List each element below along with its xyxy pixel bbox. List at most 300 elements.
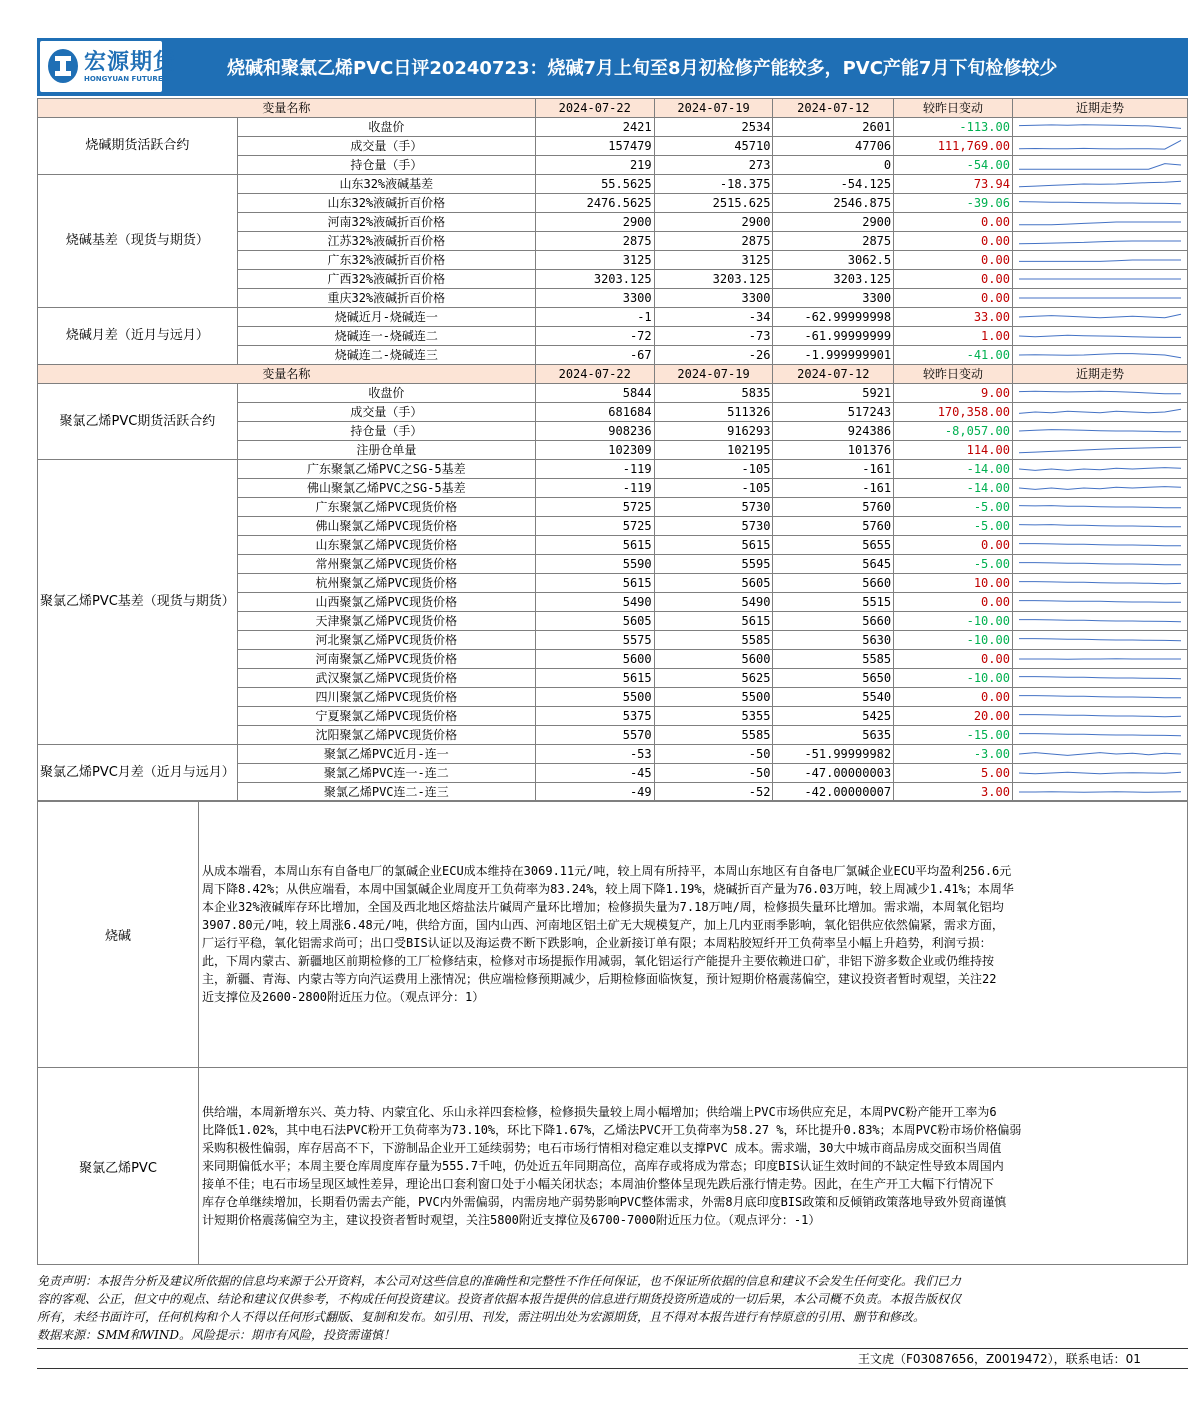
- commentary-label: 烧碱: [38, 801, 199, 1068]
- trend-line: [1019, 563, 1181, 565]
- value-2024-07-22: 5615: [535, 669, 654, 688]
- variable-name: 四川聚氯乙烯PVC现货价格: [237, 688, 535, 707]
- trend-sparkline: [1015, 441, 1185, 459]
- trend-cell: [1012, 156, 1187, 175]
- value-2024-07-19: 5835: [654, 384, 773, 403]
- trend-sparkline: [1015, 175, 1185, 193]
- trend-sparkline: [1015, 574, 1185, 592]
- value-2024-07-12: 2601: [773, 118, 894, 137]
- trend-cell: [1012, 384, 1187, 403]
- value-2024-07-12: 5760: [773, 498, 894, 517]
- trend-line: [1019, 792, 1181, 793]
- value-2024-07-22: 2900: [535, 213, 654, 232]
- trend-sparkline: [1015, 631, 1185, 649]
- company-logo: [40, 41, 177, 92]
- variable-name: 广西32%液碱折百价格: [237, 270, 535, 289]
- value-2024-07-12: 5585: [773, 650, 894, 669]
- commentary-label: 聚氯乙烯PVC: [38, 1068, 199, 1265]
- value-2024-07-19: -26: [654, 346, 773, 365]
- logo-mark-icon: [46, 47, 80, 85]
- trend-cell: [1012, 631, 1187, 650]
- trend-line: [1019, 525, 1181, 527]
- value-2024-07-22: 2476.5625: [535, 194, 654, 213]
- daily-change: -54.00: [894, 156, 1013, 175]
- daily-change: -5.00: [894, 555, 1013, 574]
- disclaimer-line: 所有，未经书面许可，任何机构和个人不得以任何形式翻版、复制和发布。如引用、刊发，需注明出处为宏源期货，且不得对本报告进行有悖原意的引用、删节和修改。: [37, 1310, 926, 1324]
- value-2024-07-19: 5605: [654, 574, 773, 593]
- column-header: 2024-07-22: [535, 365, 654, 384]
- column-header: 变量名称: [38, 365, 536, 384]
- trend-cell: [1012, 194, 1187, 213]
- trend-sparkline: [1015, 726, 1185, 744]
- trend-sparkline: [1015, 346, 1185, 364]
- commentary-cell: [199, 801, 1188, 1068]
- daily-change: 0.00: [894, 270, 1013, 289]
- value-2024-07-19: 5595: [654, 555, 773, 574]
- value-2024-07-22: 681684: [535, 403, 654, 422]
- value-2024-07-12: 3300: [773, 289, 894, 308]
- variable-name: 成交量（手）: [237, 137, 535, 156]
- trend-line: [1019, 772, 1181, 773]
- trend-line: [1019, 620, 1181, 622]
- daily-change: -10.00: [894, 669, 1013, 688]
- commentary-table: [37, 800, 1188, 1265]
- trend-line: [1019, 468, 1181, 471]
- trend-line: [1019, 202, 1181, 204]
- value-2024-07-22: 3125: [535, 251, 654, 270]
- value-2024-07-19: 2875: [654, 232, 773, 251]
- trend-cell: [1012, 346, 1187, 365]
- variable-name: 宁夏聚氯乙烯PVC现货价格: [237, 707, 535, 726]
- commentary-line: 来同期偏低水平；本周主要仓库周度库存量为555.7千吨，仍处近五年同期高位，高库存或将成为常态；印度BIS认证生效时间的不缺定性导致本周国内: [202, 1159, 1004, 1173]
- value-2024-07-19: -34: [654, 308, 773, 327]
- commentary-line: 接单不佳；电石市场呈现区域性差异，理论出口套利窗口处于小幅关闭状态；本周油价整体呈现先跌后涨行情走势。因此，在生产开工大幅下行情况下: [202, 1177, 995, 1191]
- value-2024-07-12: -62.99999998: [773, 308, 894, 327]
- trend-sparkline: [1015, 555, 1185, 573]
- daily-change: 20.00: [894, 707, 1013, 726]
- trend-cell: [1012, 232, 1187, 251]
- trend-sparkline: [1015, 118, 1185, 136]
- value-2024-07-19: -50: [654, 745, 773, 764]
- commentary-line: 采购积极性偏弱，库存居高不下，下游制品企业开工延续弱势；电石市场行情相对稳定难以支撑PVC 成本。需求端，30大中城市商品房成交面积当周值: [202, 1141, 1002, 1155]
- daily-change: -39.06: [894, 194, 1013, 213]
- daily-change: 0.00: [894, 289, 1013, 308]
- disclaimer-line: 容的客观、公正，但文中的观点、结论和建议仅供参考，不构成任何投资建议。投资者依据本报告提供的信息进行期货投资所造成的一切后果，本公司概不负责。本报告版权仅: [37, 1292, 962, 1306]
- trend-cell: [1012, 555, 1187, 574]
- trend-cell: [1012, 707, 1187, 726]
- trend-cell: [1012, 422, 1187, 441]
- daily-change: 114.00: [894, 441, 1013, 460]
- divider: [37, 1368, 1188, 1369]
- daily-change: -8,057.00: [894, 422, 1013, 441]
- value-2024-07-19: -105: [654, 479, 773, 498]
- value-2024-07-19: 3203.125: [654, 270, 773, 289]
- value-2024-07-19: 5730: [654, 517, 773, 536]
- value-2024-07-12: -161: [773, 460, 894, 479]
- value-2024-07-12: 5540: [773, 688, 894, 707]
- trend-cell: [1012, 764, 1187, 783]
- value-2024-07-19: 273: [654, 156, 773, 175]
- value-2024-07-22: 5490: [535, 593, 654, 612]
- trend-cell: [1012, 403, 1187, 422]
- value-2024-07-12: 5635: [773, 726, 894, 745]
- trend-sparkline: [1015, 194, 1185, 212]
- trend-line: [1019, 582, 1181, 584]
- value-2024-07-22: 219: [535, 156, 654, 175]
- value-2024-07-12: 5655: [773, 536, 894, 555]
- group-label: 烧碱月差（近月与远月）: [38, 308, 238, 365]
- trend-line: [1019, 639, 1181, 641]
- daily-change: 9.00: [894, 384, 1013, 403]
- value-2024-07-19: 2900: [654, 213, 773, 232]
- column-header: 2024-07-22: [535, 99, 654, 118]
- value-2024-07-12: 0: [773, 156, 894, 175]
- variable-name: 成交量（手）: [237, 403, 535, 422]
- trend-sparkline: [1015, 308, 1185, 326]
- trend-line: [1019, 659, 1181, 660]
- trend-sparkline: [1015, 517, 1185, 535]
- value-2024-07-19: -105: [654, 460, 773, 479]
- column-header: 较昨日变动: [894, 365, 1013, 384]
- daily-change: -5.00: [894, 517, 1013, 536]
- group-label: 聚氯乙烯PVC月差（近月与远月）: [38, 745, 238, 802]
- value-2024-07-22: -119: [535, 460, 654, 479]
- commentary-line: 库存仓单继续增加，长期看仍需去产能，PVC内外需偏弱，内需房地产弱势影响PVC整体需求，外需8月底印度BIS政策和反倾销政策落地导致外贸商谨慎: [202, 1195, 1007, 1209]
- value-2024-07-22: -45: [535, 764, 654, 783]
- trend-line: [1019, 391, 1181, 393]
- value-2024-07-22: 5575: [535, 631, 654, 650]
- trend-cell: [1012, 270, 1187, 289]
- value-2024-07-19: -52: [654, 783, 773, 802]
- trend-sparkline: [1015, 707, 1185, 725]
- trend-cell: [1012, 498, 1187, 517]
- trend-sparkline: [1015, 745, 1185, 763]
- value-2024-07-22: 55.5625: [535, 175, 654, 194]
- daily-change: -113.00: [894, 118, 1013, 137]
- trend-sparkline: [1015, 270, 1185, 288]
- variable-name: 沈阳聚氯乙烯PVC现货价格: [237, 726, 535, 745]
- daily-change: -10.00: [894, 631, 1013, 650]
- value-2024-07-19: 511326: [654, 403, 773, 422]
- value-2024-07-19: 916293: [654, 422, 773, 441]
- trend-sparkline: [1015, 327, 1185, 345]
- value-2024-07-12: 3203.125: [773, 270, 894, 289]
- value-2024-07-12: 5645: [773, 555, 894, 574]
- value-2024-07-19: 102195: [654, 441, 773, 460]
- commentary-cell: [199, 1068, 1188, 1265]
- trend-line: [1019, 506, 1181, 508]
- daily-change: -14.00: [894, 479, 1013, 498]
- value-2024-07-12: 5630: [773, 631, 894, 650]
- value-2024-07-12: 517243: [773, 403, 894, 422]
- value-2024-07-19: 5625: [654, 669, 773, 688]
- value-2024-07-22: 5725: [535, 498, 654, 517]
- disclaimer-line: 免责声明：本报告分析及建议所依据的信息均来源于公开资料，本公司对这些信息的准确性和完整性不作任何保证，也不保证所依据的信息和建议不会发生任何变化。我们已力: [37, 1274, 962, 1288]
- value-2024-07-12: -161: [773, 479, 894, 498]
- value-2024-07-12: 101376: [773, 441, 894, 460]
- daily-change: 33.00: [894, 308, 1013, 327]
- trend-cell: [1012, 650, 1187, 669]
- commentary-line: 近支撑位及2600-2800附近压力位。（观点评分：1）: [202, 990, 485, 1004]
- variable-name: 聚氯乙烯PVC近月-连一: [237, 745, 535, 764]
- trend-cell: [1012, 118, 1187, 137]
- trend-line: [1019, 409, 1181, 413]
- group-label: 聚氯乙烯PVC基差（现货与期货）: [38, 460, 238, 745]
- value-2024-07-12: 5660: [773, 612, 894, 631]
- trend-line: [1019, 487, 1181, 490]
- variable-name: 重庆32%液碱折百价格: [237, 289, 535, 308]
- value-2024-07-22: 3203.125: [535, 270, 654, 289]
- daily-change: -5.00: [894, 498, 1013, 517]
- value-2024-07-19: 5730: [654, 498, 773, 517]
- value-2024-07-22: 102309: [535, 441, 654, 460]
- column-header: 2024-07-12: [773, 99, 894, 118]
- daily-change: 0.00: [894, 593, 1013, 612]
- report-banner: [37, 38, 1188, 96]
- value-2024-07-12: 2546.875: [773, 194, 894, 213]
- trend-sparkline: [1015, 650, 1185, 668]
- value-2024-07-12: 3062.5: [773, 251, 894, 270]
- author-contact: 王文虎（F03087656，Z0019472），联系电话：01: [858, 1352, 1141, 1366]
- value-2024-07-22: 5844: [535, 384, 654, 403]
- value-2024-07-22: -72: [535, 327, 654, 346]
- value-2024-07-19: -73: [654, 327, 773, 346]
- commentary-line: 主，新疆、青海、内蒙古等方向汽运费用上涨情况；供应端检修预期减少，后期检修面临恢复，预计短期价格震荡偏空，建议投资者暂时观望，关注22: [202, 972, 997, 986]
- divider: [37, 1348, 1188, 1349]
- variable-name: 广东聚氯乙烯PVC现货价格: [237, 498, 535, 517]
- trend-cell: [1012, 289, 1187, 308]
- trend-line: [1019, 241, 1181, 244]
- trend-line: [1019, 140, 1181, 149]
- variable-name: 佛山聚氯乙烯PVC现货价格: [237, 517, 535, 536]
- group-label: 烧碱期货活跃合约: [38, 118, 238, 175]
- commentary-line: 计短期价格震荡偏空为主，建议投资者暂时观望，关注5800附近支撑位及6700-7000附近压力位。（观点评分：-1）: [202, 1213, 821, 1227]
- commentary-line: 此，下周内蒙古、新疆地区前期检修的工厂检修结束，检修对市场提振作用减弱，氧化铝运行产能提升主要依赖进口矿，非铝下游多数企业或仍维持按: [202, 954, 995, 968]
- column-header: 2024-07-19: [654, 365, 773, 384]
- variable-name: 河南32%液碱折百价格: [237, 213, 535, 232]
- variable-name: 聚氯乙烯PVC连二-连三: [237, 783, 535, 802]
- value-2024-07-22: 5615: [535, 536, 654, 555]
- group-label: 聚氯乙烯PVC期货活跃合约: [38, 384, 238, 460]
- trend-line: [1019, 125, 1181, 129]
- trend-line: [1019, 715, 1181, 717]
- trend-cell: [1012, 251, 1187, 270]
- value-2024-07-22: 5570: [535, 726, 654, 745]
- trend-line: [1019, 260, 1181, 261]
- variable-name: 天津聚氯乙烯PVC现货价格: [237, 612, 535, 631]
- value-2024-07-19: 5585: [654, 726, 773, 745]
- trend-line: [1019, 314, 1181, 318]
- value-2024-07-22: 908236: [535, 422, 654, 441]
- trend-sparkline: [1015, 422, 1185, 440]
- trend-sparkline: [1015, 688, 1185, 706]
- trend-cell: [1012, 612, 1187, 631]
- daily-change: 10.00: [894, 574, 1013, 593]
- value-2024-07-12: 5425: [773, 707, 894, 726]
- value-2024-07-12: -61.99999999: [773, 327, 894, 346]
- trend-sparkline: [1015, 156, 1185, 174]
- trend-cell: [1012, 726, 1187, 745]
- trend-sparkline: [1015, 137, 1185, 155]
- trend-cell: [1012, 688, 1187, 707]
- report-title: 烧碱和聚氯乙烯PVC日评20240723：烧碱7月上旬至8月初检修产能较多，PVC产能7月下旬检修较少: [227, 58, 1058, 79]
- variable-name: 烧碱连一-烧碱连二: [237, 327, 535, 346]
- commentary-text: [199, 1103, 1187, 1229]
- commentary-line: 厂运行平稳，氧化铝需求尚可；出口受BIS认证以及海运费不断下跌影响，企业新接订单有限；本周粘胶短纤开工负荷率呈小幅上升趋势，利润亏损：: [202, 936, 992, 950]
- variable-name: 广东聚氯乙烯PVC之SG-5基差: [237, 460, 535, 479]
- daily-change: 0.00: [894, 688, 1013, 707]
- trend-sparkline: [1015, 783, 1185, 801]
- trend-sparkline: [1015, 232, 1185, 250]
- value-2024-07-22: 5375: [535, 707, 654, 726]
- value-2024-07-12: -54.125: [773, 175, 894, 194]
- commentary-line: 比降低1.02%，其中电石法PVC粉开工负荷率为73.10%，环比下降1.67%，乙烯法PVC开工负荷率为58.27 %，环比提升0.83%；本周PVC粉市场价格偏弱: [202, 1123, 1022, 1137]
- trend-line: [1019, 734, 1181, 736]
- trend-line: [1019, 447, 1181, 453]
- value-2024-07-12: -51.99999982: [773, 745, 894, 764]
- value-2024-07-12: -1.999999901: [773, 346, 894, 365]
- trend-cell: [1012, 783, 1187, 802]
- variable-name: 河北聚氯乙烯PVC现货价格: [237, 631, 535, 650]
- value-2024-07-19: 5585: [654, 631, 773, 650]
- variable-name: 武汉聚氯乙烯PVC现货价格: [237, 669, 535, 688]
- value-2024-07-19: 5500: [654, 688, 773, 707]
- value-2024-07-12: 5921: [773, 384, 894, 403]
- value-2024-07-19: -50: [654, 764, 773, 783]
- data-table: [37, 98, 1188, 802]
- value-2024-07-19: 5355: [654, 707, 773, 726]
- variable-name: 广东32%液碱折百价格: [237, 251, 535, 270]
- trend-line: [1019, 430, 1181, 432]
- table-row: [38, 384, 1188, 403]
- value-2024-07-12: 5515: [773, 593, 894, 612]
- daily-change: 5.00: [894, 764, 1013, 783]
- daily-change: 1.00: [894, 327, 1013, 346]
- value-2024-07-22: 5725: [535, 517, 654, 536]
- value-2024-07-22: 2875: [535, 232, 654, 251]
- table-row: [38, 175, 1188, 194]
- column-header: 较昨日变动: [894, 99, 1013, 118]
- trend-cell: [1012, 213, 1187, 232]
- variable-name: 山东32%液碱折百价格: [237, 194, 535, 213]
- daily-change: -41.00: [894, 346, 1013, 365]
- trend-cell: [1012, 327, 1187, 346]
- table-row: [38, 308, 1188, 327]
- value-2024-07-12: 5760: [773, 517, 894, 536]
- variable-name: 持仓量（手）: [237, 156, 535, 175]
- commentary-line: 3907.80元/吨，较上周涨6.48元/吨，供给方面，国内山西、河南地区铝土矿无大规模复产，加上几内亚雨季影响，氧化铝供应依然偏紧，需求方面，: [202, 918, 1004, 932]
- trend-cell: [1012, 574, 1187, 593]
- value-2024-07-12: 2875: [773, 232, 894, 251]
- daily-change: 3.00: [894, 783, 1013, 802]
- variable-name: 杭州聚氯乙烯PVC现货价格: [237, 574, 535, 593]
- table-row: [38, 118, 1188, 137]
- header-row: [38, 365, 1188, 384]
- trend-line: [1019, 335, 1181, 337]
- trend-line: [1019, 181, 1181, 187]
- commentary-row-caustic-soda: [38, 801, 1188, 1068]
- daily-change: 111,769.00: [894, 137, 1013, 156]
- trend-cell: [1012, 593, 1187, 612]
- value-2024-07-19: 2534: [654, 118, 773, 137]
- daily-change: -15.00: [894, 726, 1013, 745]
- variable-name: 江苏32%液碱折百价格: [237, 232, 535, 251]
- variable-name: 山东32%液碱基差: [237, 175, 535, 194]
- variable-name: 收盘价: [237, 118, 535, 137]
- value-2024-07-22: -53: [535, 745, 654, 764]
- commentary-text: [199, 862, 1187, 1006]
- value-2024-07-12: 2900: [773, 213, 894, 232]
- commentary-line: 周下降8.42%；从供应端看，本周中国氯碱企业周度开工负荷率为83.24%，较上周下降1.19%，烧碱折百产量为76.03万吨，较上周减少1.41%；本周华: [202, 882, 1014, 896]
- value-2024-07-22: -1: [535, 308, 654, 327]
- value-2024-07-22: 5590: [535, 555, 654, 574]
- trend-sparkline: [1015, 460, 1185, 478]
- trend-cell: [1012, 441, 1187, 460]
- daily-change: 0.00: [894, 232, 1013, 251]
- value-2024-07-22: -67: [535, 346, 654, 365]
- variable-name: 河南聚氯乙烯PVC现货价格: [237, 650, 535, 669]
- variable-name: 聚氯乙烯PVC连一-连二: [237, 764, 535, 783]
- daily-change: 73.94: [894, 175, 1013, 194]
- table-row: [38, 460, 1188, 479]
- variable-name: 常州聚氯乙烯PVC现货价格: [237, 555, 535, 574]
- trend-cell: [1012, 517, 1187, 536]
- disclaimer-text: [37, 1272, 1188, 1344]
- variable-name: 山东聚氯乙烯PVC现货价格: [237, 536, 535, 555]
- trend-line: [1019, 354, 1181, 358]
- trend-sparkline: [1015, 498, 1185, 516]
- daily-change: -10.00: [894, 612, 1013, 631]
- commentary-line: 供给端，本周新增东兴、英力特、内蒙宜化、乐山永祥四套检修，检修损失量较上周小幅增加；供给端上PVC市场供应充足，本周PVC粉产能开工率为6: [202, 1105, 997, 1119]
- daily-change: 0.00: [894, 251, 1013, 270]
- value-2024-07-22: 2421: [535, 118, 654, 137]
- value-2024-07-12: 5650: [773, 669, 894, 688]
- disclaimer-line: 数据来源：SMM和WIND。风险提示：期市有风险，投资需谨慎！: [37, 1328, 395, 1342]
- trend-sparkline: [1015, 403, 1185, 421]
- commentary-line: 本企业32%液碱库存环比增加，全国及西北地区熔盐法片碱周产量环比增加；检修损失量为7.18万吨/周，检修损失量环比增加。需求端，本周氧化铝均: [202, 900, 1004, 914]
- trend-sparkline: [1015, 593, 1185, 611]
- daily-change: 170,358.00: [894, 403, 1013, 422]
- trend-cell: [1012, 137, 1187, 156]
- trend-sparkline: [1015, 479, 1185, 497]
- value-2024-07-22: 3300: [535, 289, 654, 308]
- daily-change: 0.00: [894, 213, 1013, 232]
- trend-line: [1019, 753, 1181, 756]
- logo-text-en: HONGYUAN FUTURES: [84, 75, 168, 83]
- value-2024-07-22: 5605: [535, 612, 654, 631]
- value-2024-07-12: -47.00000003: [773, 764, 894, 783]
- value-2024-07-22: 157479: [535, 137, 654, 156]
- variable-name: 持仓量（手）: [237, 422, 535, 441]
- commentary-row-pvc: [38, 1068, 1188, 1265]
- value-2024-07-22: 5615: [535, 574, 654, 593]
- value-2024-07-22: -119: [535, 479, 654, 498]
- daily-change: 0.00: [894, 650, 1013, 669]
- table-row: [38, 745, 1188, 764]
- value-2024-07-12: 924386: [773, 422, 894, 441]
- trend-line: [1019, 696, 1181, 698]
- column-header: 2024-07-19: [654, 99, 773, 118]
- value-2024-07-19: 5615: [654, 612, 773, 631]
- value-2024-07-19: 2515.625: [654, 194, 773, 213]
- value-2024-07-22: 5600: [535, 650, 654, 669]
- column-header: 近期走势: [1012, 99, 1187, 118]
- trend-sparkline: [1015, 213, 1185, 231]
- logo-text-cn: 宏源期货: [84, 50, 177, 75]
- value-2024-07-19: 5615: [654, 536, 773, 555]
- trend-line: [1019, 222, 1181, 225]
- column-header: 变量名称: [38, 99, 536, 118]
